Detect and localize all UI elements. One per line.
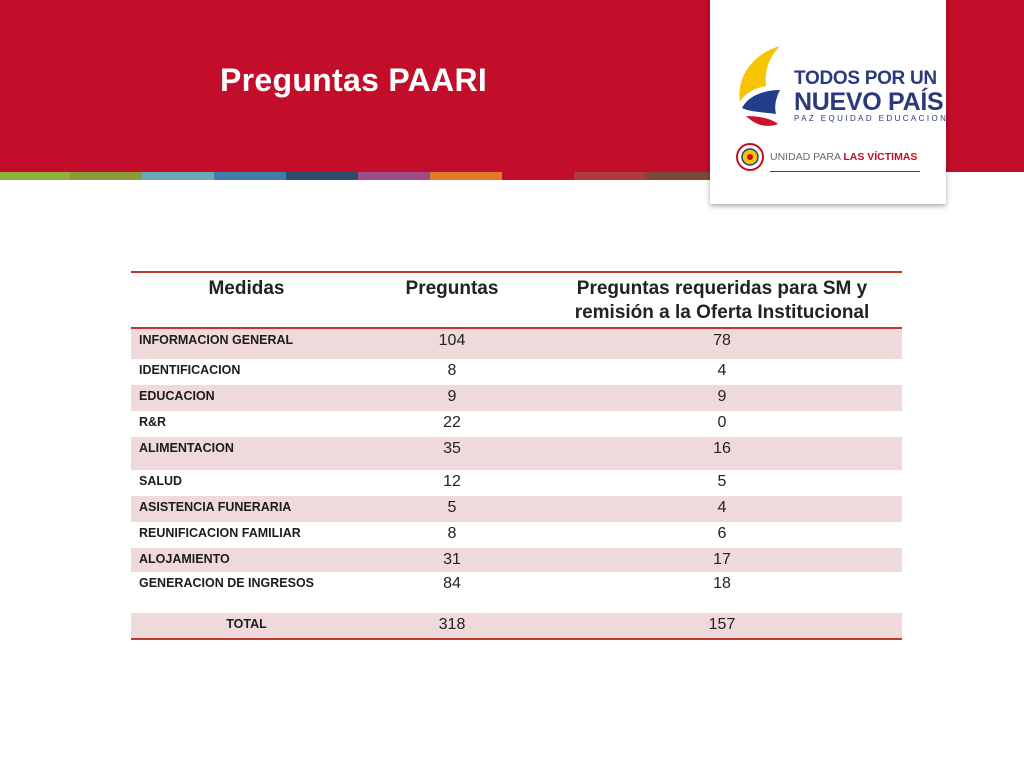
- table-row: [131, 437, 902, 470]
- color-stripe: [0, 172, 710, 180]
- slide-title: Preguntas PAARI: [220, 62, 488, 98]
- row-requeridas: 0: [717, 414, 727, 431]
- row-medida: ALIMENTACION: [131, 437, 362, 470]
- row-requeridas: 6: [717, 525, 727, 542]
- table-total-row: [131, 613, 902, 639]
- table-row: [131, 328, 902, 359]
- unidad-victimas-label: UNIDAD PARA LAS VÍCTIMAS: [770, 151, 918, 163]
- slogan-subtitle: PAZ EQUIDAD EDUCACION: [794, 114, 949, 123]
- table-row: [131, 522, 902, 548]
- slogan-line2: NUEVO PAÍS: [794, 88, 944, 116]
- header-preguntas: Preguntas: [362, 272, 542, 328]
- row-preguntas: 104: [362, 328, 542, 359]
- row-requeridas: 4: [542, 496, 902, 522]
- row-requeridas: 16: [542, 437, 902, 470]
- row-preguntas: 8: [447, 525, 457, 542]
- row-requeridas: 17: [542, 548, 902, 572]
- row-preguntas: 22: [443, 414, 461, 431]
- total-requeridas: 157: [542, 613, 902, 639]
- table-row: [131, 572, 902, 613]
- preguntas-table: [131, 271, 902, 640]
- row-preguntas: 12: [443, 473, 461, 490]
- table-row: [131, 548, 902, 572]
- slogan-line1: TODOS POR UN: [794, 68, 937, 89]
- row-preguntas: 31: [362, 548, 542, 572]
- row-requeridas: 4: [717, 362, 727, 379]
- total-label: TOTAL: [131, 613, 362, 639]
- row-requeridas: 5: [717, 473, 727, 490]
- row-medida: SALUD: [139, 474, 183, 488]
- row-medida: ASISTENCIA FUNERARIA: [131, 496, 362, 522]
- row-requeridas: 9: [542, 385, 902, 411]
- row-medida: GENERACION DE INGRESOS: [139, 576, 315, 590]
- row-preguntas: 84: [443, 575, 461, 592]
- row-medida: R&R: [139, 415, 167, 429]
- row-medida: IDENTIFICACION: [139, 363, 241, 377]
- row-preguntas: 8: [447, 362, 457, 379]
- table-row: [131, 359, 902, 385]
- row-medida: ALOJAMIENTO: [131, 548, 362, 572]
- row-requeridas: 78: [542, 328, 902, 359]
- total-preguntas: 318: [362, 613, 542, 639]
- table-row: [131, 470, 902, 496]
- row-medida: REUNIFICACION FAMILIAR: [139, 526, 301, 540]
- row-medida: INFORMACION GENERAL: [131, 328, 362, 359]
- table-row: [131, 496, 902, 522]
- row-medida: EDUCACION: [131, 385, 362, 411]
- row-requeridas: 18: [713, 575, 731, 592]
- row-preguntas: 35: [362, 437, 542, 470]
- table-row: [131, 411, 902, 437]
- seal-icon: [736, 143, 764, 171]
- table-header-row: [131, 272, 902, 328]
- row-preguntas: 5: [362, 496, 542, 522]
- table-row: [131, 385, 902, 411]
- unidad-rule: [770, 171, 920, 172]
- header-requeridas: Preguntas requeridas para SM y remisión a la Oferta Institucional: [542, 272, 902, 328]
- row-preguntas: 9: [362, 385, 542, 411]
- logo-card: [710, 0, 949, 204]
- header-medidas: Medidas: [131, 272, 362, 328]
